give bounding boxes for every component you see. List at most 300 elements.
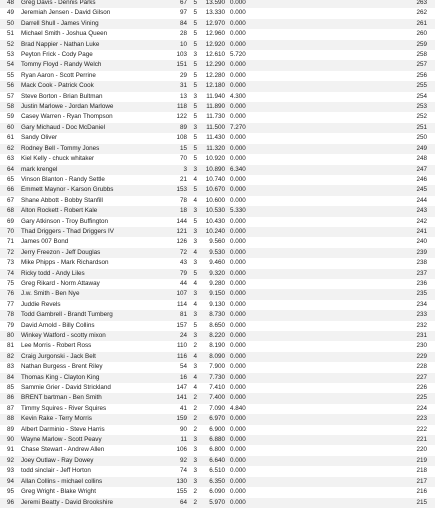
big-fish-cell: 0.000	[230, 342, 246, 350]
big-fish-cell: 0.000	[230, 9, 246, 17]
points-cell: 260	[416, 30, 427, 38]
table-row	[0, 300, 435, 310]
table-row	[0, 321, 435, 331]
number-cell: 157	[176, 321, 187, 329]
number-cell: 107	[176, 290, 187, 298]
team-name-cell: Jeremiah Jensen - David Gilson	[21, 9, 111, 17]
table-row	[0, 404, 435, 414]
big-fish-cell: 0.000	[230, 394, 246, 402]
count-cell: 2	[193, 394, 197, 402]
spacer-cell	[268, 466, 407, 476]
points-cell: 226	[416, 384, 427, 392]
place-cell: 52	[7, 40, 15, 48]
number-cell: 43	[179, 259, 187, 267]
spacer-cell	[268, 227, 407, 237]
table-row	[0, 154, 435, 164]
number-cell: 84	[179, 19, 187, 27]
team-name-cell: Nathan Burgess - Brent Riley	[21, 363, 103, 371]
team-name-cell: Juddie Revels	[21, 300, 61, 308]
team-name-cell: Ricky todd - Andy Liles	[21, 269, 85, 277]
number-cell: 31	[179, 82, 187, 90]
spacer-cell	[268, 258, 407, 268]
table-row	[0, 331, 435, 341]
big-fish-cell: 0.000	[230, 321, 246, 329]
number-cell: 118	[176, 103, 187, 111]
spacer-cell	[268, 185, 407, 195]
weight-cell: 9.320	[209, 269, 225, 277]
number-cell: 3	[183, 165, 187, 173]
spacer-cell	[268, 425, 407, 435]
team-name-cell: Tommy Floyd - Randy Welch	[21, 61, 102, 69]
big-fish-cell: 0.000	[230, 498, 246, 506]
place-cell: 50	[7, 19, 15, 27]
count-cell: 2	[193, 342, 197, 350]
count-cell: 3	[193, 363, 197, 371]
points-cell: 222	[416, 425, 427, 433]
team-name-cell: J.w. Smith - Ben Nye	[21, 290, 80, 298]
table-row	[0, 0, 435, 8]
count-cell: 2	[193, 488, 197, 496]
weight-cell: 5.970	[209, 498, 225, 506]
count-cell: 4	[193, 196, 197, 204]
table-row	[0, 112, 435, 122]
points-cell: 234	[416, 300, 427, 308]
points-cell: 235	[416, 290, 427, 298]
number-cell: 90	[179, 425, 187, 433]
table-row	[0, 123, 435, 133]
spacer-cell	[268, 102, 407, 112]
place-cell: 78	[7, 311, 15, 319]
count-cell: 4	[193, 352, 197, 360]
weight-cell: 9.560	[209, 238, 225, 246]
points-cell: 263	[416, 0, 427, 6]
team-name-cell: Shane Abbott - Bobby Stanfill	[21, 196, 103, 204]
team-name-cell: Joey Outlaw - Ray Dowey	[21, 456, 94, 464]
big-fish-cell: 0.000	[230, 425, 246, 433]
weight-cell: 6.510	[209, 467, 225, 475]
big-fish-cell: 0.000	[230, 332, 246, 339]
number-cell: 21	[179, 175, 187, 183]
count-cell: 3	[193, 165, 197, 173]
big-fish-cell: 6.340	[230, 165, 246, 173]
big-fish-cell: 0.000	[230, 227, 246, 235]
count-cell: 3	[193, 477, 197, 485]
spacer-cell	[268, 362, 407, 372]
weight-cell: 12.960	[205, 30, 225, 38]
count-cell: 5	[193, 155, 197, 163]
table-row	[0, 19, 435, 29]
place-cell: 65	[7, 175, 15, 183]
count-cell: 3	[193, 311, 197, 319]
weight-cell: 11.890	[206, 103, 225, 111]
table-row	[0, 81, 435, 91]
number-cell: 151	[176, 61, 187, 69]
table-row	[0, 92, 435, 102]
weight-cell: 8.220	[209, 332, 225, 339]
table-row	[0, 248, 435, 258]
place-cell: 63	[7, 155, 15, 163]
table-row	[0, 29, 435, 39]
count-cell: 3	[193, 227, 197, 235]
spacer-cell	[268, 196, 407, 206]
points-cell: 237	[416, 269, 427, 277]
spacer-cell	[268, 165, 407, 175]
big-fish-cell: 0.000	[230, 0, 246, 6]
spacer-cell	[268, 310, 407, 320]
spacer-cell	[268, 487, 407, 497]
number-cell: 13	[179, 92, 187, 100]
big-fish-cell: 0.000	[230, 477, 246, 485]
big-fish-cell: 0.000	[230, 217, 246, 225]
big-fish-cell: 0.000	[230, 196, 246, 204]
team-name-cell: Mike Phipps - Mark Richardson	[21, 259, 109, 267]
place-cell: 87	[7, 404, 15, 412]
place-cell: 94	[7, 477, 15, 485]
big-fish-cell: 7.270	[230, 123, 246, 131]
place-cell: 57	[7, 92, 15, 100]
weight-cell: 6.640	[209, 456, 225, 464]
table-row	[0, 8, 435, 18]
spacer-cell	[268, 8, 407, 18]
number-cell: 110	[176, 342, 187, 350]
count-cell: 5	[193, 144, 197, 152]
weight-cell: 7.730	[209, 373, 225, 381]
count-cell: 4	[193, 300, 197, 308]
spacer-cell	[268, 206, 407, 216]
count-cell: 5	[193, 71, 197, 79]
weight-cell: 10.240	[205, 227, 225, 235]
table-row	[0, 498, 435, 508]
number-cell: 159	[176, 415, 187, 423]
weight-cell: 10.430	[205, 217, 225, 225]
table-row	[0, 393, 435, 403]
weight-cell: 10.600	[205, 196, 225, 204]
spacer-cell	[268, 331, 407, 341]
count-cell: 3	[193, 92, 197, 100]
big-fish-cell: 0.000	[230, 19, 246, 27]
big-fish-cell: 0.000	[230, 155, 246, 163]
count-cell: 2	[193, 415, 197, 423]
team-name-cell: David Arnold - Billy Collins	[21, 321, 95, 329]
number-cell: 29	[179, 71, 187, 79]
spacer-cell	[268, 289, 407, 299]
count-cell: 5	[193, 61, 197, 69]
points-cell: 225	[416, 394, 427, 402]
spacer-cell	[268, 60, 407, 70]
table-row	[0, 206, 435, 216]
big-fish-cell: 4.840	[230, 404, 246, 412]
spacer-cell	[268, 112, 407, 122]
points-cell: 250	[416, 134, 427, 142]
big-fish-cell: 0.000	[230, 467, 246, 475]
place-cell: 55	[7, 71, 15, 79]
points-cell: 230	[416, 342, 427, 350]
big-fish-cell: 0.000	[230, 279, 246, 287]
points-cell: 242	[416, 217, 427, 225]
weight-cell: 9.150	[209, 290, 225, 298]
points-cell: 238	[416, 259, 427, 267]
team-name-cell: Gary Michaud - Doc McDaniel	[21, 123, 105, 131]
big-fish-cell: 0.000	[230, 71, 246, 79]
spacer-cell	[268, 71, 407, 81]
spacer-cell	[268, 373, 407, 383]
team-name-cell: Sammie Grier - David Strickland	[21, 384, 111, 392]
big-fish-cell: 0.000	[230, 134, 246, 142]
big-fish-cell: 0.000	[230, 82, 246, 90]
table-row	[0, 40, 435, 50]
weight-cell: 8.090	[209, 352, 225, 360]
team-name-cell: Winkey Watford - scotty mixon	[21, 332, 106, 339]
count-cell: 3	[193, 207, 197, 215]
table-row	[0, 165, 435, 175]
count-cell: 4	[193, 248, 197, 256]
place-cell: 48	[7, 0, 15, 6]
count-cell: 5	[193, 186, 197, 194]
spacer-cell	[268, 321, 407, 331]
place-cell: 54	[7, 61, 15, 69]
big-fish-cell: 0.000	[230, 488, 246, 496]
spacer-cell	[268, 300, 407, 310]
table-row	[0, 445, 435, 455]
team-name-cell: todd sinclair - Jeff Horton	[21, 467, 91, 475]
place-cell: 88	[7, 415, 15, 423]
number-cell: 79	[179, 269, 187, 277]
weight-cell: 6.880	[209, 436, 225, 444]
big-fish-cell: 0.000	[230, 300, 246, 308]
table-row	[0, 414, 435, 424]
count-cell: 2	[193, 498, 197, 506]
points-cell: 220	[416, 446, 427, 454]
table-row	[0, 279, 435, 289]
place-cell: 62	[7, 144, 15, 152]
count-cell: 5	[193, 0, 197, 6]
points-cell: 241	[416, 227, 427, 235]
place-cell: 95	[7, 488, 15, 496]
team-name-cell: Jerry Freezon - Jeff Douglas	[21, 248, 101, 256]
table-row	[0, 258, 435, 268]
big-fish-cell: 0.000	[230, 40, 246, 48]
big-fish-cell: 0.000	[230, 144, 246, 152]
team-name-cell: Thad Driggers - Thad Driggers IV	[21, 227, 114, 235]
team-name-cell: Chase Stewart - Andrew Allen	[21, 446, 105, 454]
number-cell: 74	[179, 467, 187, 475]
team-name-cell: Jeremi Beatty - David Brookshire	[21, 498, 114, 506]
big-fish-cell: 0.000	[230, 30, 246, 38]
table-row	[0, 435, 435, 445]
number-cell: 108	[176, 134, 187, 142]
spacer-cell	[268, 40, 407, 50]
spacer-cell	[268, 50, 407, 60]
points-cell: 262	[416, 9, 427, 17]
big-fish-cell: 0.000	[230, 290, 246, 298]
team-name-cell: Emmett Maynor - Karson Grubbs	[21, 186, 114, 194]
team-name-cell: Greg Wright - Blake Wright	[21, 488, 97, 496]
spacer-cell	[268, 92, 407, 102]
points-cell: 217	[416, 477, 427, 485]
points-cell: 227	[416, 373, 427, 381]
big-fish-cell: 0.000	[230, 311, 246, 319]
place-cell: 58	[7, 103, 15, 111]
big-fish-cell: 0.000	[230, 352, 246, 360]
place-cell: 59	[7, 113, 15, 121]
points-cell: 236	[416, 279, 427, 287]
count-cell: 5	[193, 9, 197, 17]
team-name-cell: Kiel Kelly - chuck whitaker	[21, 155, 95, 163]
weight-cell: 10.920	[205, 155, 225, 163]
weight-cell: 7.410	[209, 384, 225, 392]
spacer-cell	[268, 154, 407, 164]
number-cell: 97	[179, 9, 187, 17]
place-cell: 73	[7, 259, 15, 267]
number-cell: 114	[176, 300, 187, 308]
big-fish-cell: 0.000	[230, 384, 246, 392]
count-cell: 2	[193, 425, 197, 433]
weight-cell: 6.900	[209, 425, 225, 433]
place-cell: 90	[7, 436, 15, 444]
number-cell: 103	[176, 51, 187, 59]
big-fish-cell: 0.000	[230, 373, 246, 381]
weight-cell: 10.670	[205, 186, 225, 194]
points-cell: 253	[416, 103, 427, 111]
team-name-cell: Craig Jurgonski - Jack Belt	[21, 352, 96, 360]
spacer-cell	[268, 341, 407, 351]
table-row	[0, 425, 435, 435]
table-row	[0, 289, 435, 299]
spacer-cell	[268, 279, 407, 289]
weight-cell: 10.530	[205, 207, 225, 215]
big-fish-cell: 0.000	[230, 415, 246, 423]
weight-cell: 6.350	[209, 477, 225, 485]
weight-cell: 12.970	[205, 19, 225, 27]
big-fish-cell: 0.000	[230, 175, 246, 183]
team-name-cell: Allan Collins - michael collins	[21, 477, 103, 485]
weight-cell: 11.430	[206, 134, 225, 142]
team-name-cell: Vinson Blanton - Randy Settle	[21, 175, 105, 183]
team-name-cell: Thomas King - Clayton King	[21, 373, 100, 381]
count-cell: 3	[193, 467, 197, 475]
points-cell: 257	[416, 61, 427, 69]
team-name-cell: Steve Borton - Brian Bultman	[21, 92, 103, 100]
table-row	[0, 196, 435, 206]
number-cell: 122	[176, 113, 187, 121]
table-row	[0, 60, 435, 70]
place-cell: 80	[7, 332, 15, 339]
weight-cell: 12.920	[205, 40, 225, 48]
weight-cell: 12.180	[205, 82, 225, 90]
big-fish-cell: 4.300	[230, 92, 246, 100]
spacer-cell	[268, 29, 407, 39]
count-cell: 5	[193, 321, 197, 329]
place-cell: 96	[7, 498, 15, 506]
table-row	[0, 269, 435, 279]
place-cell: 84	[7, 373, 15, 381]
place-cell: 86	[7, 394, 15, 402]
weight-cell: 8.190	[209, 342, 225, 350]
spacer-cell	[268, 0, 407, 8]
spacer-cell	[268, 133, 407, 143]
team-name-cell: Gary Atkinson - Troy Buffington	[21, 217, 109, 225]
count-cell: 5	[193, 82, 197, 90]
place-cell: 67	[7, 196, 15, 204]
weight-cell: 12.280	[205, 71, 225, 79]
place-cell: 51	[7, 30, 15, 38]
number-cell: 130	[176, 477, 187, 485]
number-cell: 28	[179, 30, 187, 38]
place-cell: 53	[7, 51, 15, 59]
place-cell: 66	[7, 186, 15, 194]
count-cell: 3	[193, 332, 197, 339]
place-cell: 77	[7, 300, 15, 308]
points-cell: 231	[416, 332, 427, 339]
count-cell: 3	[193, 51, 197, 59]
weight-cell: 9.530	[209, 248, 225, 256]
big-fish-cell: 5.330	[230, 207, 246, 215]
count-cell: 5	[193, 269, 197, 277]
count-cell: 3	[193, 436, 197, 444]
number-cell: 41	[179, 404, 187, 412]
number-cell: 72	[179, 248, 187, 256]
team-name-cell: Rodney Bell - Tommy Jones	[21, 144, 100, 152]
table-row	[0, 456, 435, 466]
team-name-cell: James 007 Bond	[21, 238, 69, 246]
spacer-cell	[268, 175, 407, 185]
weight-cell: 11.940	[206, 92, 225, 100]
points-cell: 246	[416, 175, 427, 183]
number-cell: 15	[179, 144, 187, 152]
big-fish-cell: 0.000	[230, 436, 246, 444]
points-cell: 245	[416, 186, 427, 194]
count-cell: 4	[193, 279, 197, 287]
points-cell: 261	[416, 19, 427, 27]
big-fish-cell: 0.000	[230, 269, 246, 277]
big-fish-cell: 0.000	[230, 456, 246, 464]
points-cell: 243	[416, 207, 427, 215]
team-name-cell: Wayne Marlow - Scott Peavy	[21, 436, 102, 444]
weight-cell: 13.330	[205, 9, 225, 17]
team-name-cell: Casey Warren - Ryan Thompson	[21, 113, 113, 121]
spacer-cell	[268, 248, 407, 258]
points-cell: 233	[416, 311, 427, 319]
team-name-cell: Greg Rikard - Norm Attaway	[21, 279, 100, 287]
points-cell: 249	[416, 144, 427, 152]
number-cell: 106	[176, 446, 187, 454]
points-cell: 223	[416, 415, 427, 423]
weight-cell: 11.730	[206, 113, 225, 121]
big-fish-cell: 0.000	[230, 186, 246, 194]
count-cell: 4	[193, 373, 197, 381]
spacer-cell	[268, 414, 407, 424]
place-cell: 83	[7, 363, 15, 371]
number-cell: 155	[176, 488, 187, 496]
number-cell: 11	[180, 436, 187, 444]
count-cell: 5	[193, 103, 197, 111]
count-cell: 3	[193, 238, 197, 246]
points-cell: 247	[416, 165, 427, 173]
big-fish-cell: 0.000	[230, 259, 246, 267]
spacer-cell	[268, 456, 407, 466]
count-cell: 2	[193, 404, 197, 412]
count-cell: 4	[193, 384, 197, 392]
points-cell: 252	[416, 113, 427, 121]
table-row	[0, 237, 435, 247]
number-cell: 89	[179, 123, 187, 131]
table-row	[0, 373, 435, 383]
weight-cell: 6.800	[209, 446, 225, 454]
points-cell: 219	[416, 456, 427, 464]
points-cell: 256	[416, 71, 427, 79]
spacer-cell	[268, 498, 407, 508]
number-cell: 24	[179, 332, 187, 339]
